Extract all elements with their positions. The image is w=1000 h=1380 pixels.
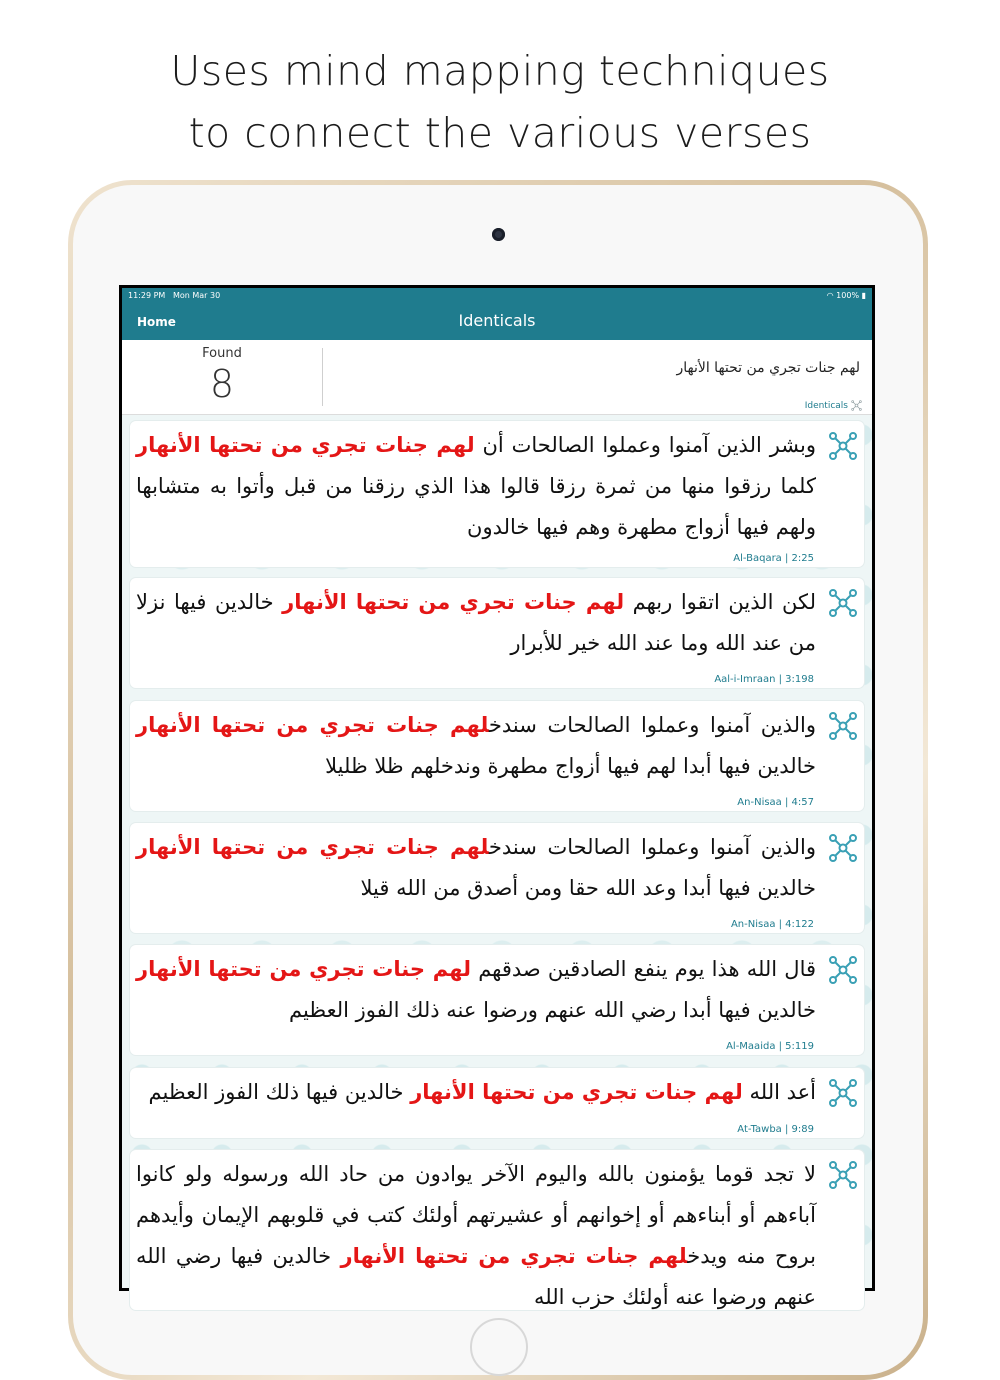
verse-text xyxy=(136,1154,816,1318)
verse-highlight: لهم جنات تجري من تحتها الأنهار xyxy=(136,957,472,981)
verse-text-after: خالدين فيها ذلك الفوز العظيم xyxy=(148,1080,411,1104)
verse-reference[interactable]: At-Tawba | 9:89 xyxy=(737,1124,814,1135)
wifi-icon: ◠ xyxy=(826,291,834,300)
verse-text xyxy=(136,1072,816,1113)
promo-line-1: Uses mind mapping techniques xyxy=(170,47,830,95)
verse-reference[interactable]: An-Nisaa | 4:122 xyxy=(730,919,814,930)
mind-map-icon[interactable] xyxy=(828,1160,858,1190)
status-time-date xyxy=(128,288,220,304)
verse-text-before: وبشر الذين آمنوا وعملوا الصالحات أن xyxy=(474,433,816,457)
header-divider xyxy=(322,348,323,406)
verse-reference[interactable]: Al-Maaida | 5:119 xyxy=(726,1041,814,1052)
verse-text-after: خالدين فيها أبدا رضي الله عنهم ورضوا عنه ذلك الفوز العظيم xyxy=(289,998,816,1022)
status-battery xyxy=(827,288,866,304)
home-back-button[interactable]: Home xyxy=(137,315,176,329)
search-mode-label: Identicals xyxy=(804,400,848,411)
verse-reference[interactable]: Aal-i-Imraan | 3:198 xyxy=(714,674,814,685)
page-title: Identicals xyxy=(458,311,536,330)
battery-icon: ▮ xyxy=(861,291,866,300)
verse-reference[interactable]: An-Nisaa | 4:57 xyxy=(737,797,814,808)
verse-text-before: أعد الله xyxy=(742,1080,816,1104)
verse-text-before: لكن الذين اتقوا ربهم xyxy=(624,590,816,614)
result-card[interactable] xyxy=(130,1150,864,1310)
verse-highlight: لهم جنات تجري من تحتها الأنهار xyxy=(136,835,489,859)
result-card[interactable] xyxy=(130,823,864,933)
verse-highlight: لهم جنات تجري من تحتها الأنهار xyxy=(410,1080,743,1104)
verse-reference[interactable]: Al-Baqara | 2:25 xyxy=(733,553,814,564)
found-label: Found xyxy=(202,346,242,361)
mind-map-icon[interactable] xyxy=(828,955,858,985)
verse-text xyxy=(136,949,816,1031)
app-window xyxy=(122,288,872,1309)
verse-text-before: والذين آمنوا وعملوا الصالحات سندخ xyxy=(488,713,816,737)
promo-line-2: to connect the various verses xyxy=(188,109,812,157)
verse-text-after: خالدين فيها أبدا وعد الله حقا ومن أصدق من الله قيلا xyxy=(360,876,816,900)
mind-map-icon xyxy=(851,400,862,411)
verse-text-before: والذين آمنوا وعملوا الصالحات سندخ xyxy=(488,835,816,859)
verse-highlight: لهم جنات تجري من تحتها الأنهار xyxy=(340,1244,688,1268)
verse-text-before: قال الله هذا يوم ينفع الصادقين صدقهم xyxy=(471,957,816,981)
status-time: 11:29 PM xyxy=(128,291,166,300)
front-camera xyxy=(492,228,505,241)
result-card[interactable] xyxy=(130,421,864,567)
verse-text-before: لا تجد قوما يؤمنون بالله واليوم الآخر يوادون من حاد الله ورسوله ولو كانوا آباءهم أو أبناءهم أو إخوانهم أو عشيرتهم أولئك كتب في قلوبهم الإيمان وأيدهم بروح منه ويدخ xyxy=(136,1162,816,1268)
mind-map-icon[interactable] xyxy=(828,833,858,863)
result-card[interactable] xyxy=(130,701,864,811)
verse-text-after: خالدين فيها رضي الله عنهم ورضوا عنه أولئك حزب الله xyxy=(136,1244,816,1309)
verse-text xyxy=(136,425,816,548)
verse-highlight: لهم جنات تجري من تحتها الأنهار xyxy=(282,590,625,614)
verse-text xyxy=(136,582,816,664)
status-bar xyxy=(122,288,872,304)
results-list[interactable] xyxy=(122,415,872,1309)
result-card[interactable] xyxy=(130,578,864,688)
verse-text xyxy=(136,827,816,909)
search-summary xyxy=(122,340,872,415)
promo-headline xyxy=(0,40,1000,164)
mind-map-icon[interactable] xyxy=(828,1078,858,1108)
mind-map-icon[interactable] xyxy=(828,711,858,741)
status-date: Mon Mar 30 xyxy=(172,291,221,300)
result-card[interactable] xyxy=(130,1068,864,1138)
found-count: 8 xyxy=(209,362,235,406)
navigation-bar xyxy=(122,304,872,340)
verse-highlight: لهم جنات تجري من تحتها الأنهار xyxy=(136,713,489,737)
search-query: لهم جنات تجري من تحتها الأنهار xyxy=(676,360,860,376)
verse-text-after: خالدين فيها نزلا من عند الله وما عند الله خير للأبرار xyxy=(136,590,816,655)
verse-text-after: كلما رزقوا منها من ثمرة رزقا قالوا هذا الذي رزقنا من قبل وأتوا به متشابها ولهم فيها أزواج مطهرة وهم فيها خالدون xyxy=(136,474,816,539)
verse-text-after: خالدين فيها أبدا لهم فيها أزواج مطهرة وندخلهم ظلا ظليلا xyxy=(325,754,816,778)
mind-map-icon[interactable] xyxy=(828,588,858,618)
mind-map-icon[interactable] xyxy=(828,431,858,461)
tablet-screen xyxy=(119,285,875,1309)
battery-level: 100% xyxy=(836,291,860,300)
home-hardware-button[interactable] xyxy=(470,1318,528,1376)
search-mode[interactable] xyxy=(805,400,862,411)
verse-highlight: لهم جنات تجري من تحتها الأنهار xyxy=(136,433,475,457)
verse-text xyxy=(136,705,816,787)
result-card[interactable] xyxy=(130,945,864,1055)
